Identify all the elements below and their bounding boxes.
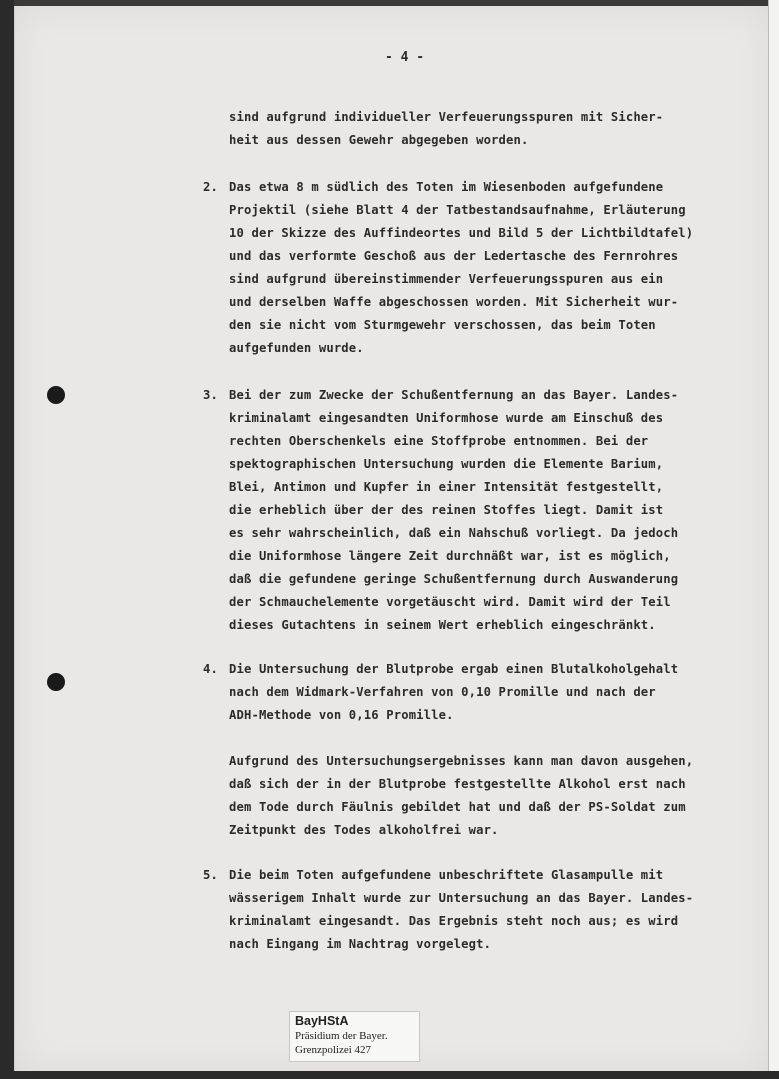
paragraph-4-conclusion bbox=[229, 754, 694, 838]
text-line: Die beim Toten aufgefundene unbeschriftete Glasampulle mit bbox=[229, 868, 664, 882]
stamp-title: BayHStA bbox=[295, 1014, 349, 1028]
text-line: die erheblich über der des reinen Stoffes liegt. Damit ist bbox=[229, 503, 664, 517]
stamp-line-2: Grenzpolizei 427 bbox=[295, 1044, 372, 1056]
text-line: den sie nicht vom Sturmgewehr verschossen, das beim Toten bbox=[229, 318, 656, 332]
text-line: heit aus dessen Gewehr abgegeben worden. bbox=[229, 133, 529, 147]
paragraph-5 bbox=[229, 868, 694, 952]
text-line: Die Untersuchung der Blutprobe ergab einen Blutalkoholgehalt bbox=[229, 662, 679, 676]
text-line: Zeitpunkt des Todes alkoholfrei war. bbox=[229, 823, 499, 837]
text-line: kriminalamt eingesandten Uniformhose wurde am Einschuß des bbox=[229, 411, 664, 425]
text-line: 10 der Skizze des Auffindeortes und Bild 5 der Lichtbildtafel) bbox=[229, 226, 694, 240]
page-number: - 4 - bbox=[385, 50, 425, 65]
text-line: rechten Oberschenkels eine Stoffprobe entnommen. Bei der bbox=[229, 434, 649, 448]
text-line: wässerigem Inhalt wurde zur Untersuchung an das Bayer. Landes- bbox=[229, 891, 694, 905]
text-line: und das verformte Geschoß aus der Ledertasche des Fernrohres bbox=[229, 249, 679, 263]
paragraph-4 bbox=[229, 662, 679, 732]
text-line: Projektil (siehe Blatt 4 der Tatbestandsaufnahme, Erläuterung bbox=[229, 203, 686, 217]
punch-hole-lower bbox=[47, 673, 65, 691]
paragraph-number: 5. bbox=[203, 868, 218, 882]
text-line: sind aufgrund übereinstimmender Verfeuerungsspuren aus ein bbox=[229, 272, 664, 286]
text-line: der Schmauchelemente vorgetäuscht wird. Damit wird der Teil bbox=[229, 595, 671, 609]
text-line: kriminalamt eingesandt. Das Ergebnis steht noch aus; es wird bbox=[229, 914, 679, 928]
paragraph-3 bbox=[229, 388, 679, 632]
paragraph-number: 4. bbox=[203, 662, 218, 676]
text-line: daß sich der in der Blutprobe festgestellte Alkohol erst nach bbox=[229, 777, 686, 791]
punch-hole-upper bbox=[47, 386, 65, 404]
text-line: es sehr wahrscheinlich, daß ein Nahschuß vorliegt. Da jedoch bbox=[229, 526, 679, 540]
paragraph-2 bbox=[229, 180, 694, 355]
paragraph-number: 3. bbox=[203, 388, 218, 402]
scan-edge-bottom bbox=[0, 1071, 779, 1079]
text-line: dem Tode durch Fäulnis gebildet hat und daß der PS-Soldat zum bbox=[229, 800, 686, 814]
text-line: daß die gefundene geringe Schußentfernung durch Auswanderung bbox=[229, 572, 679, 586]
text-line: aufgefunden wurde. bbox=[229, 341, 364, 355]
text-line: nach Eingang im Nachtrag vorgelegt. bbox=[229, 937, 492, 951]
text-line: spektographischen Untersuchung wurden die Elemente Barium, bbox=[229, 457, 664, 471]
text-line: und derselben Waffe abgeschossen worden. Mit Sicherheit wur- bbox=[229, 295, 679, 309]
text-line: dieses Gutachtens in seinem Wert erheblich eingeschränkt. bbox=[229, 618, 656, 632]
text-line: Das etwa 8 m südlich des Toten im Wiesenboden aufgefundene bbox=[229, 180, 664, 194]
text-line: ADH-Methode von 0,16 Promille. bbox=[229, 708, 454, 722]
scan-edge-right bbox=[768, 0, 779, 1079]
text-line: die Uniformhose längere Zeit durchnäßt war, ist es möglich, bbox=[229, 549, 671, 563]
text-line: Bei der zum Zwecke der Schußentfernung an das Bayer. Landes- bbox=[229, 388, 679, 402]
text-line: Aufgrund des Untersuchungsergebnisses kann man davon ausgehen, bbox=[229, 754, 694, 768]
stamp-line-1: Präsidium der Bayer. bbox=[295, 1030, 388, 1042]
text-line: sind aufgrund individueller Verfeuerungsspuren mit Sicher- bbox=[229, 110, 664, 124]
paragraph-continuation bbox=[229, 110, 664, 166]
archive-stamp bbox=[289, 1011, 420, 1062]
text-line: nach dem Widmark-Verfahren von 0,10 Promille und nach der bbox=[229, 685, 656, 699]
text-line: Blei, Antimon und Kupfer in einer Intensität festgestellt, bbox=[229, 480, 664, 494]
paragraph-number: 2. bbox=[203, 180, 218, 194]
scan-edge-left bbox=[0, 0, 14, 1079]
